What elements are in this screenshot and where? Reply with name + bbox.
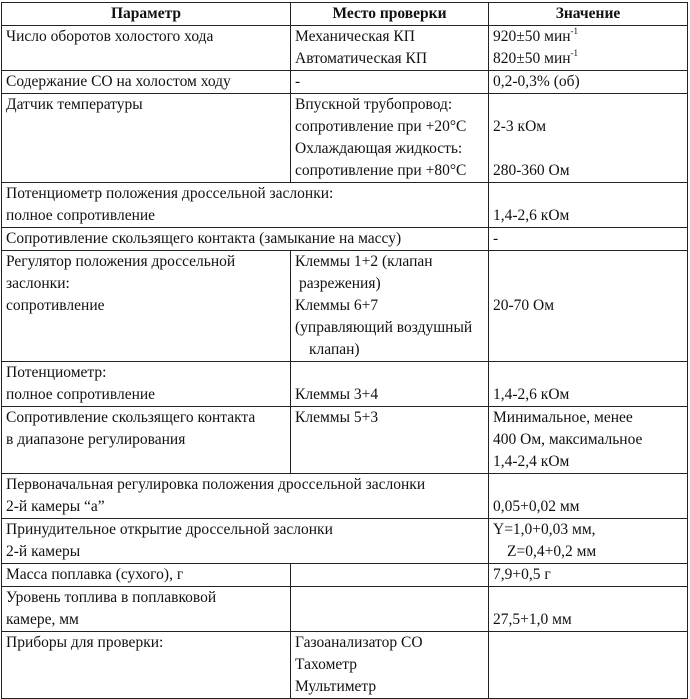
param-text: 2-й камеры: [6, 543, 81, 560]
param-cell: [2, 228, 489, 251]
place-text: Клеммы 5+3: [295, 409, 379, 426]
value-cell: [489, 474, 688, 519]
place-cell: [291, 632, 489, 699]
place-cell: [291, 71, 489, 94]
table-row: [2, 362, 688, 407]
param-cell: [2, 632, 291, 699]
column-header-check-place: Место проверки: [291, 3, 489, 26]
value-text: 1,4-2,6 кОм: [493, 207, 570, 224]
param-cell: [2, 407, 291, 474]
column-header-parameter: Параметр: [2, 3, 291, 26]
value-text: 920±50 мин$^{-1}$: [493, 25, 579, 45]
place-text: -: [295, 73, 301, 90]
value-cell: [489, 183, 688, 228]
table-row: [2, 587, 688, 632]
param-text: сопротивление: [6, 297, 105, 314]
param-text: Сопротивление скользящего контакта: [6, 409, 256, 426]
table-row: [2, 71, 688, 94]
table-row: [2, 474, 688, 519]
param-text: Датчик температуры: [6, 96, 143, 113]
param-text: полное сопротивление: [6, 386, 156, 403]
value-text: 2-3 кОм: [493, 118, 547, 135]
param-text: Уровень топлива в поплавковой: [6, 589, 217, 606]
table-row: [2, 228, 688, 251]
value-text: -: [493, 230, 499, 247]
place-text: Клеммы 1+2 (клапан: [295, 253, 433, 270]
value-cell: [489, 71, 688, 94]
value-cell: [489, 94, 688, 183]
value-text: 1,4-2,4 кОм: [493, 453, 570, 470]
param-text: полное сопротивление: [6, 207, 156, 224]
value-text: 400 Ом, максимальное: [493, 431, 643, 448]
table-header-row: [2, 3, 688, 26]
value-cell: [489, 407, 688, 474]
table-row: [2, 407, 688, 474]
param-text: в диапазоне регулирования: [6, 431, 186, 448]
table-row: [2, 632, 688, 699]
value-cell: [489, 228, 688, 251]
place-text: Автоматическая КП: [295, 50, 428, 67]
param-cell: [2, 474, 489, 519]
param-text: Регулятор положения дроссельной: [6, 253, 236, 270]
param-cell: [2, 564, 291, 587]
table-row: [2, 251, 688, 362]
value-cell: [489, 564, 688, 587]
value-cell: [489, 251, 688, 362]
param-text: Потенциометр:: [6, 364, 107, 381]
value-text: Y=1,0+0,03 мм,: [493, 521, 596, 538]
value-text: 20-70 Ом: [493, 297, 555, 314]
value-text: 820±50 мин$^{-1}$: [493, 47, 579, 67]
place-cell: [291, 587, 489, 632]
place-cell: [291, 564, 489, 587]
value-text: 280-360 Ом: [493, 162, 570, 179]
value-text: 27,5+1,0 мм: [493, 611, 572, 628]
value-text: 0,05+0,02 мм: [493, 498, 580, 515]
param-text: Принудительное открытие дроссельной заслонки: [6, 521, 333, 538]
place-cell: [291, 26, 489, 71]
param-cell: [2, 362, 291, 407]
place-text: Клеммы 3+4: [295, 386, 379, 403]
place-text: разрежения): [299, 275, 381, 292]
table-row: [2, 564, 688, 587]
table-row: [2, 94, 688, 183]
value-cell: [489, 587, 688, 632]
param-text: Потенциометр положения дроссельной заслонки:: [6, 185, 334, 202]
value-text: 0,2-0,3% (об): [493, 73, 580, 90]
param-text: камере, мм: [6, 611, 79, 628]
place-text: Клеммы 6+7: [295, 297, 379, 314]
param-cell: [2, 94, 291, 183]
param-text: Число оборотов холостого хода: [6, 28, 214, 45]
place-text: Охлаждающая жидкость:: [295, 140, 463, 157]
place-cell: [291, 94, 489, 183]
value-cell: [489, 632, 688, 699]
table-row: [2, 183, 688, 228]
param-cell: [2, 183, 489, 228]
param-text: Содержание CO на холостом ходу: [6, 73, 231, 90]
place-text: (управляющий воздушный: [295, 319, 473, 336]
place-text: сопротивление при +20°C: [295, 118, 467, 135]
param-text: Масса поплавка (сухого), г: [6, 566, 184, 583]
place-cell: [291, 251, 489, 362]
column-header-value: Значение: [489, 3, 688, 26]
value-text: Минимальное, менее: [493, 409, 633, 426]
param-text: 2-й камеры “а”: [6, 498, 105, 515]
param-text: Приборы для проверки:: [6, 634, 164, 651]
place-text: сопротивление при +80°C: [295, 162, 467, 179]
value-cell: [489, 362, 688, 407]
place-text: Тахометр: [295, 656, 357, 673]
value-text: 7,9+0,5 г: [493, 566, 551, 583]
param-cell: [2, 26, 291, 71]
place-text: клапан): [309, 341, 360, 358]
value-cell: [489, 26, 688, 71]
value-text: Z=0,4+0,2 мм: [507, 543, 597, 560]
param-text: Сопротивление скользящего контакта (замыкание на массу): [6, 230, 402, 247]
param-text: заслонки:: [6, 275, 70, 292]
param-cell: [2, 587, 291, 632]
place-cell: [291, 407, 489, 474]
place-text: Впускной трубопровод:: [295, 96, 453, 113]
value-text: 1,4-2,6 кОм: [493, 386, 570, 403]
specifications-table: [1, 2, 688, 699]
place-text: Механическая КП: [295, 28, 415, 45]
value-cell: [489, 519, 688, 564]
param-text: Первоначальная регулировка положения дроссельной заслонки: [6, 476, 426, 493]
place-text: Мультиметр: [295, 678, 377, 695]
place-text: Газоанализатор CO: [295, 634, 423, 651]
param-cell: [2, 71, 291, 94]
param-cell: [2, 251, 291, 362]
param-cell: [2, 519, 489, 564]
place-cell: [291, 362, 489, 407]
table-row: [2, 26, 688, 71]
table-row: [2, 519, 688, 564]
